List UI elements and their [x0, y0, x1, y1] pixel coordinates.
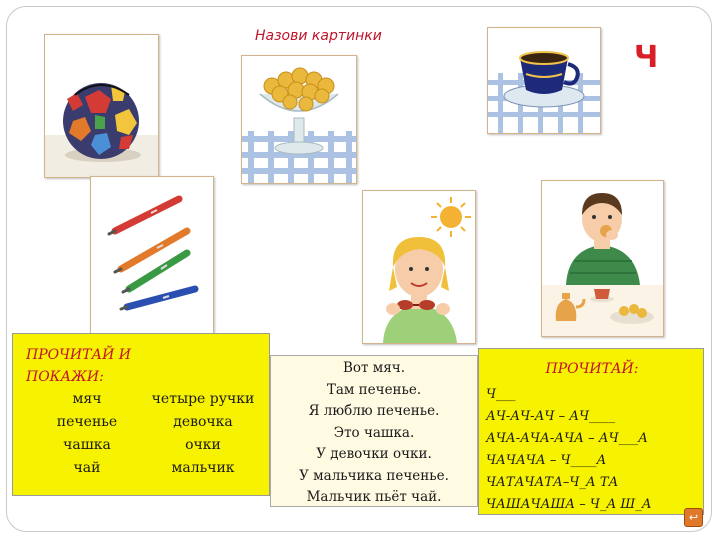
syllable-line: АЧА-АЧА-АЧА – АЧ___А — [486, 431, 649, 446]
sentence-line: Я люблю печенье. — [308, 403, 440, 419]
sentence-line: Там печенье. — [326, 381, 422, 398]
sentence-line: Мальчик пьёт чай. — [306, 489, 442, 505]
word-column-1 — [37, 388, 137, 480]
sentence-line: У мальчика печенье. — [299, 467, 449, 484]
girl-with-glasses-illustration — [363, 191, 475, 343]
read-and-show-heading-line2: ПОКАЖИ: — [26, 369, 104, 385]
syllable-reading-panel — [478, 348, 704, 515]
cup-picture — [487, 27, 601, 134]
return-button[interactable]: ↩ — [684, 508, 703, 527]
sentences-panel — [270, 355, 478, 507]
read-and-show-heading — [26, 344, 131, 388]
sentence-line: Вот мяч. — [342, 360, 406, 376]
word-item: очки — [185, 437, 221, 453]
ball-picture — [44, 34, 159, 178]
sentence-line: У девочки очки. — [316, 446, 432, 462]
syllable-line: Ч___ — [486, 387, 516, 402]
soccer-ball-illustration — [45, 35, 158, 177]
word-item: печенье — [56, 414, 118, 430]
sentence-line: Это чашка. — [333, 424, 415, 441]
boy-drinking-tea-illustration — [542, 181, 663, 336]
syllable-line: ЧАШАЧАША – Ч_А Ш_А — [486, 497, 652, 512]
syllable-reading-heading: ПРОЧИТАЙ: — [545, 361, 639, 377]
syllable-list — [486, 384, 652, 516]
word-item: чашка — [63, 437, 111, 453]
word-item: мяч — [72, 391, 102, 407]
word-item: четыре ручки — [151, 391, 255, 407]
cookie-bowl-illustration — [242, 56, 356, 183]
letter-heading: Ч — [634, 40, 659, 75]
four-pens-illustration — [91, 177, 213, 333]
word-item: девочка — [173, 414, 233, 430]
word-column-2 — [139, 388, 267, 480]
pens-picture — [90, 176, 214, 334]
word-item: чай — [73, 460, 101, 476]
syllable-line: ЧАТАЧАТА–Ч_А ТА — [486, 475, 619, 490]
boy-picture — [541, 180, 664, 337]
syllable-line: ЧАЧАЧА – Ч____А — [486, 453, 607, 468]
read-and-show-heading-line1: ПРОЧИТАЙ И — [26, 347, 131, 363]
page-title: Назови картинки — [255, 28, 382, 44]
cookies-picture — [241, 55, 357, 184]
syllable-line: АЧ-АЧ-АЧ – АЧ____ — [486, 409, 616, 424]
sentence-list — [271, 358, 477, 509]
word-item: мальчик — [171, 460, 235, 476]
tea-cup-illustration — [488, 28, 600, 133]
girl-picture — [362, 190, 476, 344]
read-and-show-panel — [12, 333, 270, 496]
